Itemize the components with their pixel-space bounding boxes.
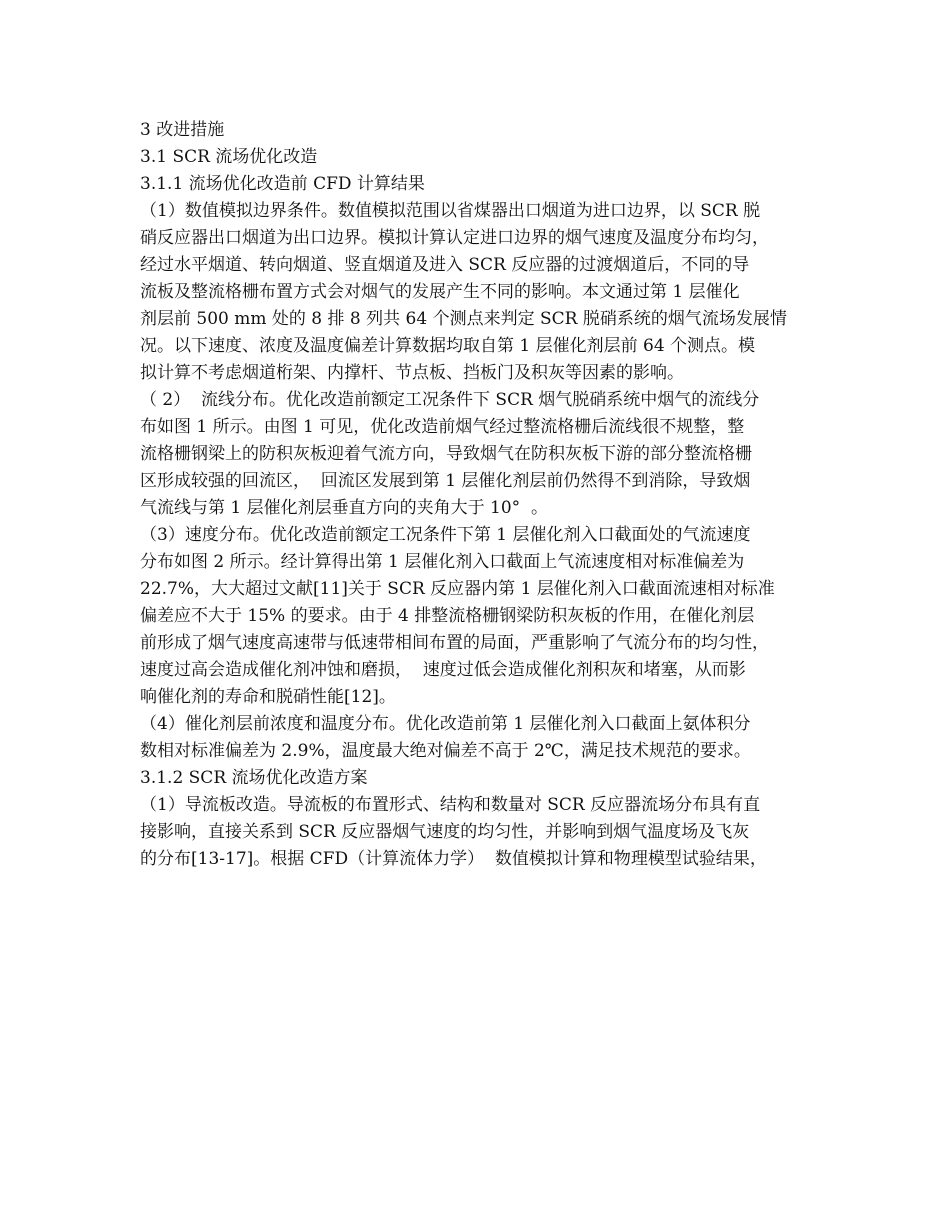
paragraph-line: （1）数值模拟边界条件。数值模拟范围以省煤器出口烟道为进口边界，以 SCR 脱 [140,201,761,221]
paragraph-velocity [140,522,820,711]
paragraph-line: （1）导流板改造。导流板的布置形式、结构和数量对 SCR 反应器流场分布具有直 [140,795,761,815]
paragraph-boundary-conditions [140,198,820,387]
paragraph-line: 硝反应器出口烟道为出口边界。模拟计算认定进口边界的烟气速度及温度分布均匀， [140,228,769,248]
document-body [140,117,820,873]
paragraph-concentration-temperature [140,711,820,765]
paragraph-line: 况。以下速度、浓度及温度偏差计算数据均取自第 1 层催化剂层前 64 个测点。模 [140,336,756,356]
paragraph-line: （ 2） 流线分布。优化改造前额定工况条件下 SCR 烟气脱硝系统中烟气的流线分 [140,390,760,410]
subsubsection-heading: 3.1.2 SCR 流场优化改造方案 [140,768,368,788]
paragraph-line: 22.7%，大大超过文献[11]关于 SCR 反应器内第 1 层催化剂入口截面流速相对标准 [140,579,775,599]
paragraph-line: 的分布[13-17]。根据 CFD（计算流体力学） 数值模拟计算和物理模型试验结果， [140,849,767,869]
paragraph-line: 流格栅钢梁上的防积灰板迎着气流方向，导致烟气在防积灰板下游的部分整流格栅 [140,444,752,464]
paragraph-line: 流板及整流格栅布置方式会对烟气的发展产生不同的影响。本文通过第 1 层催化 [140,282,740,302]
paragraph-line: （3）速度分布。优化改造前额定工况条件下第 1 层催化剂入口截面处的气流速度 [140,525,751,545]
paragraph-line: （4）催化剂层前浓度和温度分布。优化改造前第 1 层催化剂入口截面上氨体积分 [140,714,751,734]
paragraph-line: 接影响，直接关系到 SCR 反应器烟气速度的均匀性，并影响到烟气温度场及飞灰 [140,822,750,842]
paragraph-line: 剂层前 500 mm 处的 8 排 8 列共 64 个测点来判定 SCR 脱硝系统的烟气流场发展情 [140,309,787,329]
paragraph-line: 偏差应不大于 15% 的要求。由于 4 排整流格栅钢梁防积灰板的作用，在催化剂层 [140,606,755,626]
subsubsection-heading: 3.1.1 流场优化改造前 CFD 计算结果 [140,174,425,194]
paragraph-line: 拟计算不考虑烟道桁架、内撑杆、节点板、挡板门及积灰等因素的影响。 [140,363,684,383]
paragraph-line: 区形成较强的回流区， 回流区发展到第 1 层催化剂层前仍然得不到消除，导致烟 [140,471,751,491]
paragraph-line: 分布如图 2 所示。经计算得出第 1 层催化剂入口截面上气流速度相对标准偏差为 [140,552,745,572]
subsection-heading: 3.1 SCR 流场优化改造 [140,147,318,167]
paragraph-line: 前形成了烟气速度高速带与低速带相间布置的局面，严重影响了气流分布的均匀性， [140,633,769,653]
paragraph-line: 经过水平烟道、转向烟道、竖直烟道及进入 SCR 反应器的过渡烟道后，不同的导 [140,255,750,275]
paragraph-line: 布如图 1 所示。由图 1 可见，优化改造前烟气经过整流格栅后流线很不规整，整 [140,417,745,437]
paragraph-line: 气流线与第 1 层催化剂层垂直方向的夹角大于 10° 。 [140,498,548,518]
paragraph-streamline [140,387,820,522]
section-heading: 3 改进措施 [140,120,225,140]
paragraph-line: 速度过高会造成催化剂冲蚀和磨损， 速度过低会造成催化剂积灰和堵塞，从而影 [140,660,746,680]
paragraph-guide-plate [140,792,820,873]
paragraph-line: 响催化剂的寿命和脱硝性能[12]。 [140,687,396,707]
paragraph-line: 数相对标准偏差为 2.9%，温度最大绝对偏差不高于 2℃，满足技术规范的要求。 [140,741,751,761]
